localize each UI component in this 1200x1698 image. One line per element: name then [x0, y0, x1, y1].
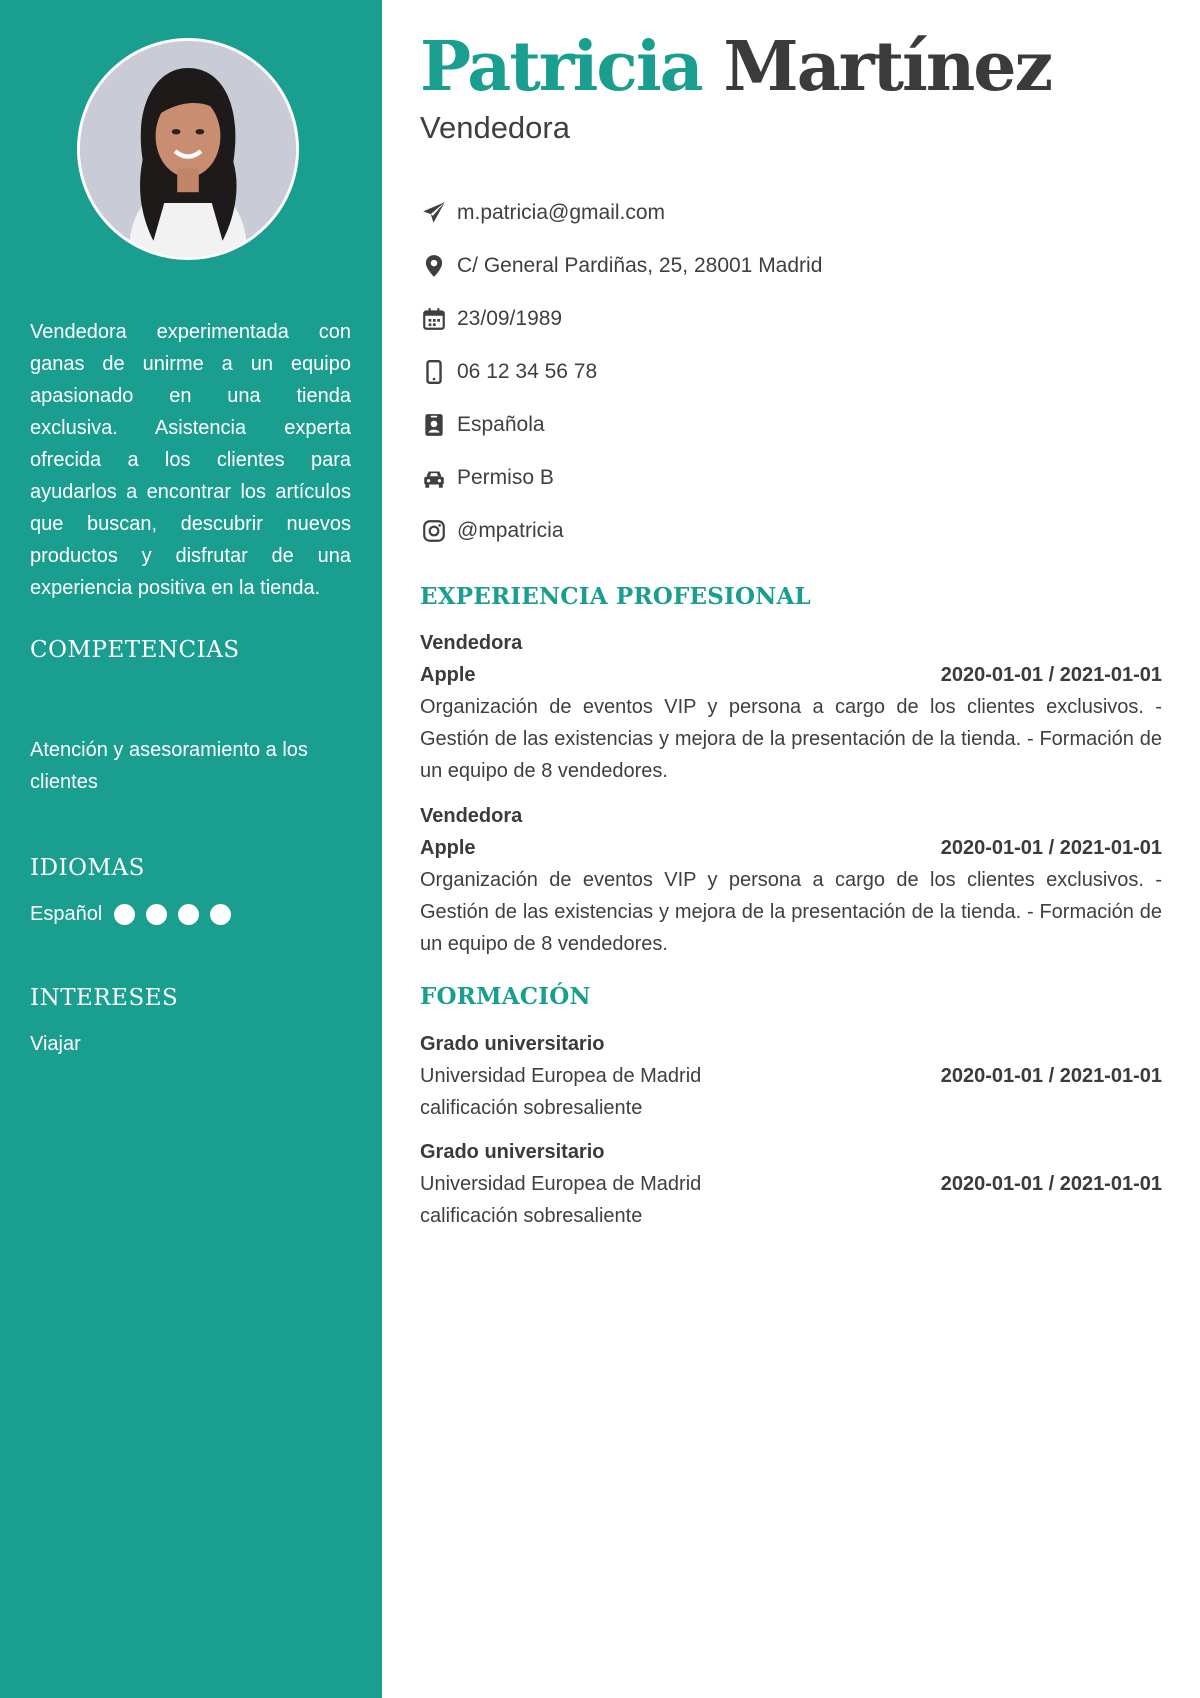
experience-company-row [420, 832, 1162, 864]
skills-text: Atención y asesoramiento a los clientes [30, 739, 308, 793]
contact-instagram-text: @mpatricia [457, 518, 564, 542]
contact-phone [420, 345, 822, 398]
interests-heading: INTERESES [30, 985, 179, 1011]
contact-phone-text: 06 12 34 56 78 [457, 359, 598, 383]
languages-heading: IDIOMAS [30, 855, 145, 881]
portrait-illustration [80, 41, 296, 257]
id-badge-icon [420, 411, 448, 439]
experience-company-row [420, 659, 1162, 691]
first-name: Patricia [420, 27, 702, 107]
paper-plane-icon [420, 199, 448, 227]
language-level-dot [178, 904, 199, 925]
education-item [420, 1028, 1162, 1124]
language-name: Español [30, 903, 103, 925]
experience-item [420, 627, 1162, 787]
contact-email [420, 186, 822, 239]
contact-address [420, 239, 822, 292]
experience-dates: 2020-01-01 / 2021-01-01 [940, 664, 1162, 686]
mobile-phone-icon [420, 358, 448, 386]
education-note: calificación sobresaliente [420, 1205, 643, 1227]
sidebar [0, 0, 382, 1698]
experience-description: Organización de eventos VIP y persona a cargo de los clientes exclusivos. - Gestión de las existencias y mejora de la presentación de la tienda. - Formación de un equipo de 8 vendedores. [420, 869, 1162, 955]
profile-summary: Vendedora experimentada con ganas de unirme a un equipo apasionado en una tienda exclusiva. Asistencia experta ofrecida a los clientes para ayudarlos a encontrar los artículos que buscan, descubrir nuevos productos y disfrutar de una experiencia positiva en la tienda. [30, 321, 351, 599]
job-title: Vendedora [420, 110, 570, 145]
experience-company: Apple [420, 837, 476, 859]
contact-list [420, 186, 822, 557]
contact-nationality [420, 398, 822, 451]
contact-address-text: C/ General Pardiñas, 25, 28001 Madrid [457, 253, 823, 277]
skills-heading: COMPETENCIAS [30, 637, 240, 663]
contact-license-text: Permiso B [457, 465, 554, 489]
experience-item [420, 800, 1162, 960]
language-level-dot [114, 904, 135, 925]
education-school-row [420, 1060, 1162, 1092]
language-level-dot [210, 904, 231, 925]
language-level-dot [146, 904, 167, 925]
language-level-dots [114, 904, 242, 925]
contact-license [420, 451, 822, 504]
last-name: Martínez [723, 27, 1052, 107]
experience-description: Organización de eventos VIP y persona a cargo de los clientes exclusivos. - Gestión de las existencias y mejora de la presentación de la tienda. - Formación de un equipo de 8 vendedores. [420, 696, 1162, 782]
education-school: Universidad Europea de Madrid [420, 1065, 702, 1087]
education-note: calificación sobresaliente [420, 1097, 643, 1119]
contact-birthdate-text: 23/09/1989 [457, 306, 563, 330]
contact-birthdate [420, 292, 822, 345]
contact-email-text: m.patricia@gmail.com [457, 200, 666, 224]
education-item [420, 1136, 1162, 1232]
contact-nationality-text: Española [457, 412, 545, 436]
language-row [30, 898, 242, 930]
car-icon [420, 464, 448, 492]
education-degree: Grado universitario [420, 1141, 605, 1163]
education-degree: Grado universitario [420, 1033, 605, 1055]
education-dates: 2020-01-01 / 2021-01-01 [940, 1065, 1162, 1087]
map-pin-icon [420, 252, 448, 280]
calendar-icon [420, 305, 448, 333]
candidate-name [420, 24, 1051, 110]
experience-heading: EXPERIENCIA PROFESIONAL [420, 583, 811, 610]
experience-dates: 2020-01-01 / 2021-01-01 [940, 837, 1162, 859]
contact-instagram [420, 504, 822, 557]
profile-photo [77, 38, 299, 260]
experience-title: Vendedora [420, 805, 523, 827]
education-dates: 2020-01-01 / 2021-01-01 [940, 1173, 1162, 1195]
interests-text: Viajar [30, 1033, 81, 1055]
education-school: Universidad Europea de Madrid [420, 1173, 702, 1195]
education-heading: FORMACIÓN [420, 983, 591, 1010]
education-school-row [420, 1168, 1162, 1200]
instagram-icon [420, 517, 448, 545]
experience-company: Apple [420, 664, 476, 686]
experience-title: Vendedora [420, 632, 523, 654]
